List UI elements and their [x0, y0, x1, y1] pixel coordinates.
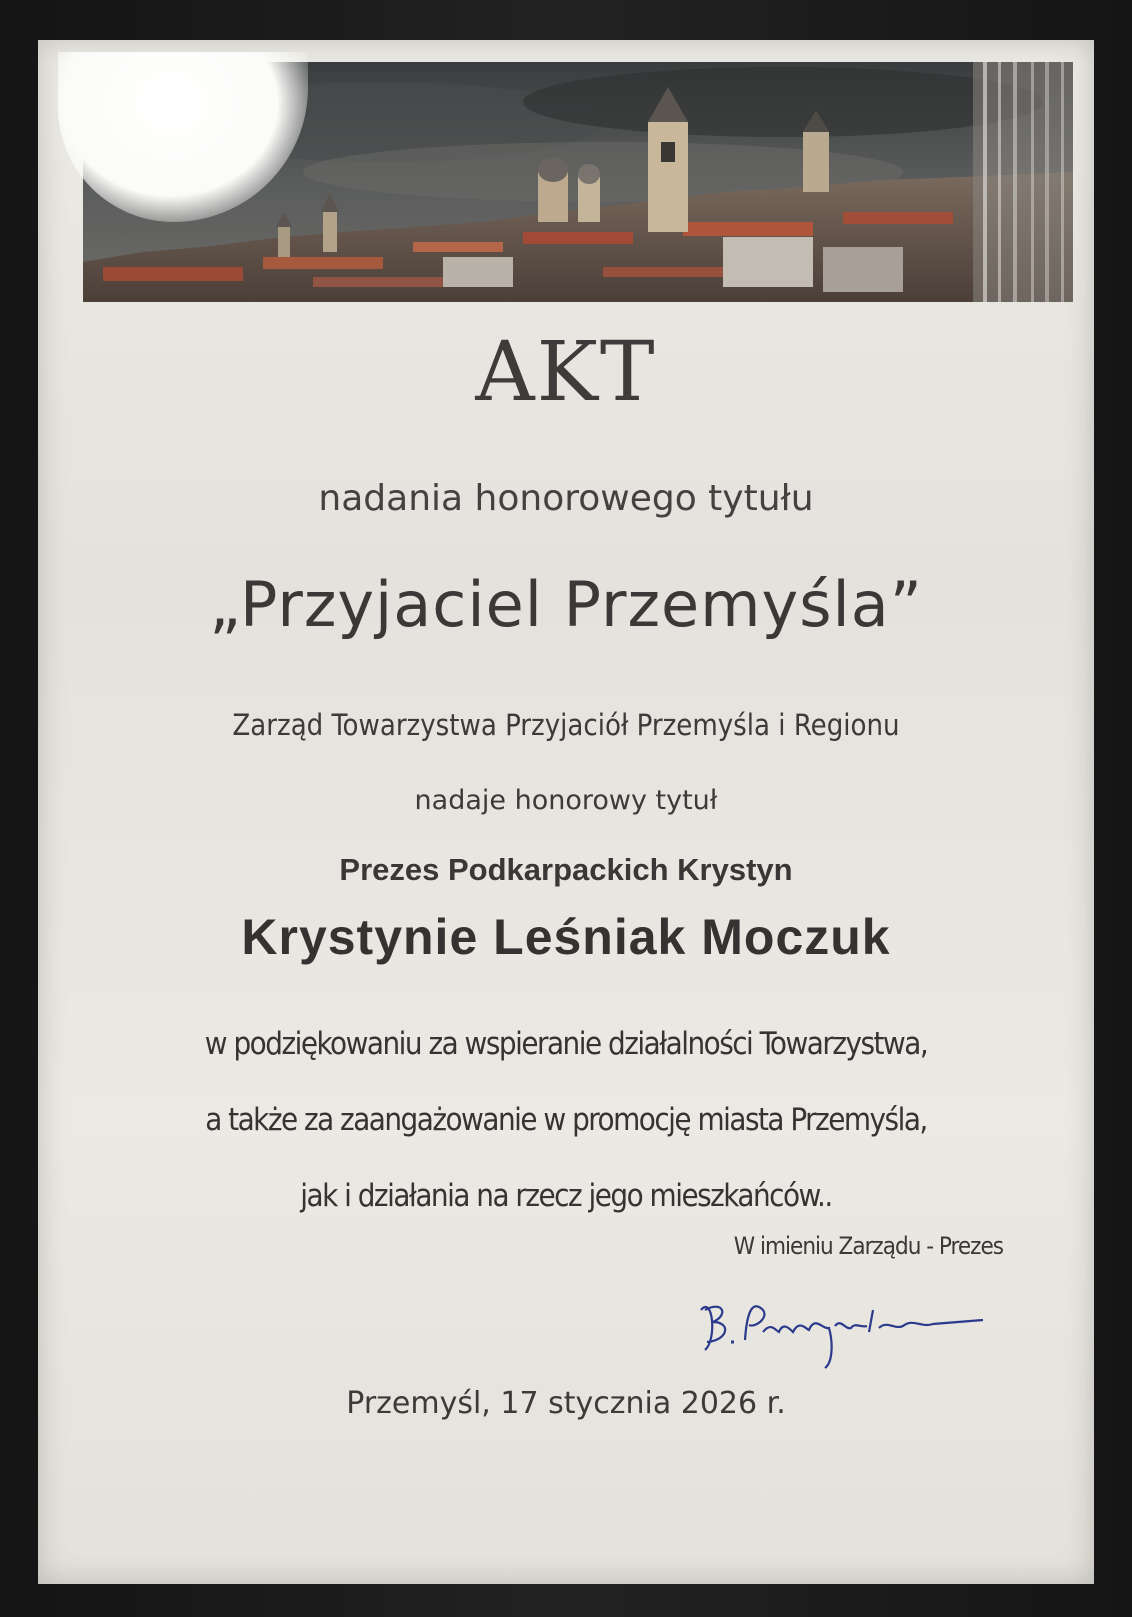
body-line: a także za zaangażowanie w promocję miasta Przemyśla,: [205, 1102, 927, 1138]
grants-text: nadaje honorowy tytuł: [414, 785, 718, 816]
body-line: w podziękowaniu za wspieranie działalności Towarzystwa,: [204, 1026, 928, 1062]
body-line: jak i działania na rzecz jego mieszkańców..: [300, 1178, 832, 1214]
signature-label: W imieniu Zarządu - Prezes: [733, 1232, 1003, 1260]
recipient-name: Krystynie Leśniak Moczuk: [241, 909, 891, 965]
issuer-name: Zarząd Towarzystwa Przyjaciół Przemyśla i Regionu: [232, 708, 900, 742]
place-and-date: Przemyśl, 17 stycznia 2026 r.: [346, 1386, 786, 1421]
certificate-title: AKT: [475, 325, 657, 420]
recipient-role: Prezes Podkarpackich Krystyn: [339, 852, 793, 887]
certificate-paper: [38, 40, 1094, 1584]
signature-block: [683, 1232, 1003, 1260]
handwritten-signature: [683, 1270, 1003, 1380]
certificate-subtitle: nadania honorowego tytułu: [318, 478, 814, 519]
award-name: „Przyjaciel Przemyśla”: [209, 568, 923, 641]
